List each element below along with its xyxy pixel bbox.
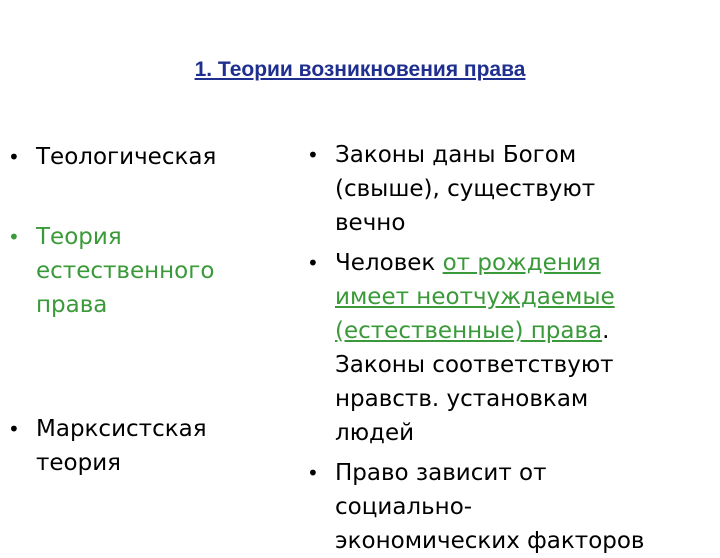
bullet-icon: •: [307, 461, 319, 485]
bullet-icon: •: [8, 417, 20, 441]
list-item: • Право зависит от социально-экономических факторов: [307, 456, 647, 558]
bullet-icon: •: [307, 251, 319, 275]
list-item: • Теория естественного права: [8, 220, 208, 322]
bullet-icon: •: [8, 225, 20, 249]
list-item: • Марксистская теория: [8, 412, 238, 480]
list-item: • Законы даны Богом (свыше), существуют вечно: [307, 138, 637, 240]
list-item: • Теологическая: [8, 140, 216, 174]
bullet-icon: •: [307, 143, 319, 167]
bullet-icon: •: [8, 145, 20, 169]
list-item: • Человек от рождения имеет неотчуждаемые (естественные) права. Законы соответствуют нравств. установкам людей: [307, 246, 647, 450]
slide-title: 1. Теории возникновения права: [194, 58, 526, 81]
natural-rights-link[interactable]: от рождения имеет неотчуждаемые (естественные) права: [335, 250, 615, 344]
